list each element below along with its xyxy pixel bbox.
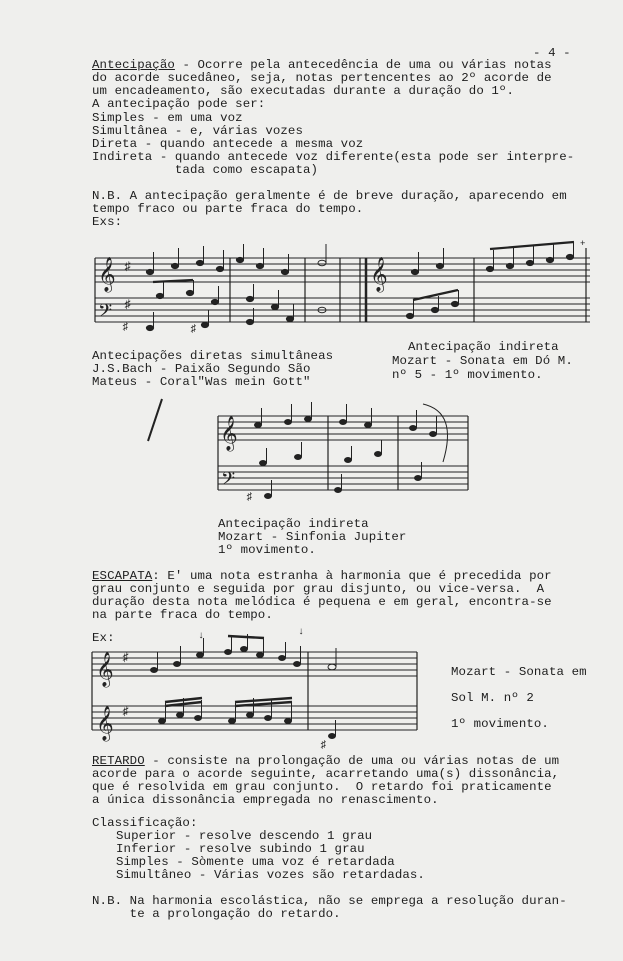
retardo-intro: - consiste na prolongação de uma ou várias notas de um — [144, 754, 560, 768]
classificacao-simultaneo: Simultâneo - Várias vozes são retardadas. — [116, 868, 425, 882]
music-example-4 — [92, 627, 422, 752]
exs-label: Exs: — [92, 215, 123, 229]
retardo-line-3: que é resolvida em grau conjunto. O retardo foi praticamente — [92, 780, 552, 794]
pencil-mark — [145, 397, 165, 443]
antecipacao-nb-1: N.B. A antecipação geralmente é de breve duração, aparecendo em — [92, 189, 567, 203]
type-direta: Direta - quando antecede a mesma voz — [92, 137, 364, 151]
example1-caption-3: Mateus - Coral"Was mein Gott" — [92, 375, 311, 389]
svg-text:♯: ♯ — [320, 740, 327, 752]
svg-text:𝄞: 𝄞 — [98, 257, 116, 292]
svg-text:♯: ♯ — [122, 322, 129, 334]
escapata-caption-1: Mozart - Sonata em — [451, 665, 587, 679]
antecipacao-line-2: do acorde sucedâneo, seja, notas pertencentes ao 2º acorde de — [92, 71, 552, 85]
escapata-line-2: grau conjunto e seguida por grau disjunto, ou vice-versa. A — [92, 582, 545, 596]
svg-text:♯: ♯ — [124, 260, 132, 274]
antecipacao-heading: Antecipação — [92, 58, 175, 72]
type-indireta-cont: tada como escapata) — [92, 163, 319, 177]
antecipacao-line-3: um encadeamento, são executadas durante a duração do 1º. — [92, 84, 514, 98]
svg-text:↓: ↓ — [298, 627, 305, 638]
escapata-heading: ESCAPATA — [92, 569, 153, 583]
staff-bass-3 — [218, 466, 468, 490]
classificacao-inferior: Inferior - resolve subindo 1 grau — [116, 842, 365, 856]
svg-text:𝄞: 𝄞 — [96, 706, 114, 741]
example1-caption-2: J.S.Bach - Paixão Segundo São — [92, 362, 311, 376]
escapata-line-4: na parte fraca do tempo. — [92, 608, 273, 622]
type-indireta: Indireta - quando antecede voz diferente(esta pode ser interpre- — [92, 150, 575, 164]
classificacao-superior: Superior - resolve descendo 1 grau — [116, 829, 373, 843]
escapata-line-3: duração desta nota melódica é pequena e em geral, encontra-se — [92, 595, 552, 609]
svg-text:𝄞: 𝄞 — [220, 416, 238, 451]
staff-bass-4 — [92, 706, 417, 730]
example2-caption-2: Mozart - Sonata em Dó M. — [392, 354, 573, 368]
svg-text:𝄞: 𝄞 — [96, 652, 114, 687]
svg-text:♯: ♯ — [246, 492, 253, 504]
example3-caption-3: 1º movimento. — [218, 543, 316, 557]
page-number: - 4 - — [533, 46, 571, 60]
staff-treble-1 — [95, 258, 590, 282]
retardo-nb-2: te a prolongação do retardo. — [92, 907, 341, 921]
antecipacao-intro: - Ocorre pela antecedência de uma ou várias notas — [174, 58, 552, 72]
svg-text:♯: ♯ — [122, 651, 130, 665]
example3-caption-1: Antecipação indireta — [218, 517, 369, 531]
example1-caption-1: Antecipações diretas simultâneas — [92, 349, 334, 363]
retardo-line-1 — [92, 755, 559, 767]
escapata-ex-label: Ex: — [92, 631, 115, 645]
antecipacao-types-label: A antecipação pode ser: — [92, 97, 266, 111]
retardo-line-4: a única dissonância empregada no renascimento. — [92, 793, 439, 807]
escapata-caption-2: Sol M. nº 2 — [451, 691, 534, 705]
svg-text:♯: ♯ — [122, 705, 130, 719]
example2-caption-3: nº 5 - 1º movimento. — [392, 368, 543, 382]
svg-text:♯: ♯ — [190, 324, 197, 336]
escapata-line-1 — [92, 570, 552, 582]
svg-text:𝄢: 𝄢 — [221, 469, 236, 494]
example2-caption-1: Antecipação indireta — [408, 340, 559, 354]
type-simultanea: Simultânea - e, várias vozes — [92, 124, 303, 138]
svg-text:𝄞: 𝄞 — [370, 257, 388, 292]
retardo-nb-1: N.B. Na harmonia escolástica, não se emprega a resolução duran- — [92, 894, 567, 908]
example3-caption-2: Mozart - Sinfonia Jupiter — [218, 530, 407, 544]
music-example-3 — [218, 402, 478, 512]
staff-bass-1 — [95, 298, 590, 322]
antecipacao-line-1 — [92, 59, 552, 71]
classificacao-label: Classificação: — [92, 816, 198, 830]
escapata-intro: : E' uma nota estranha à harmonia que é precedida por — [152, 569, 552, 583]
antecipacao-nb-2: tempo fraco ou parte fraca do tempo. — [92, 202, 364, 216]
svg-text:+: + — [580, 239, 586, 249]
svg-text:𝄢: 𝄢 — [98, 301, 113, 326]
type-simples: Simples - em uma voz — [92, 111, 243, 125]
retardo-heading: RETARDO — [92, 754, 145, 768]
svg-text:↓: ↓ — [198, 631, 205, 642]
escapata-caption-3: 1º movimento. — [451, 717, 549, 731]
retardo-line-2: acorde para o acorde seguinte, acarretando uma(s) dissonância, — [92, 767, 560, 781]
classificacao-simples: Simples - Sòmente uma voz é retardada — [116, 855, 395, 869]
svg-text:♯: ♯ — [124, 298, 132, 312]
staff-treble-4 — [92, 652, 417, 676]
